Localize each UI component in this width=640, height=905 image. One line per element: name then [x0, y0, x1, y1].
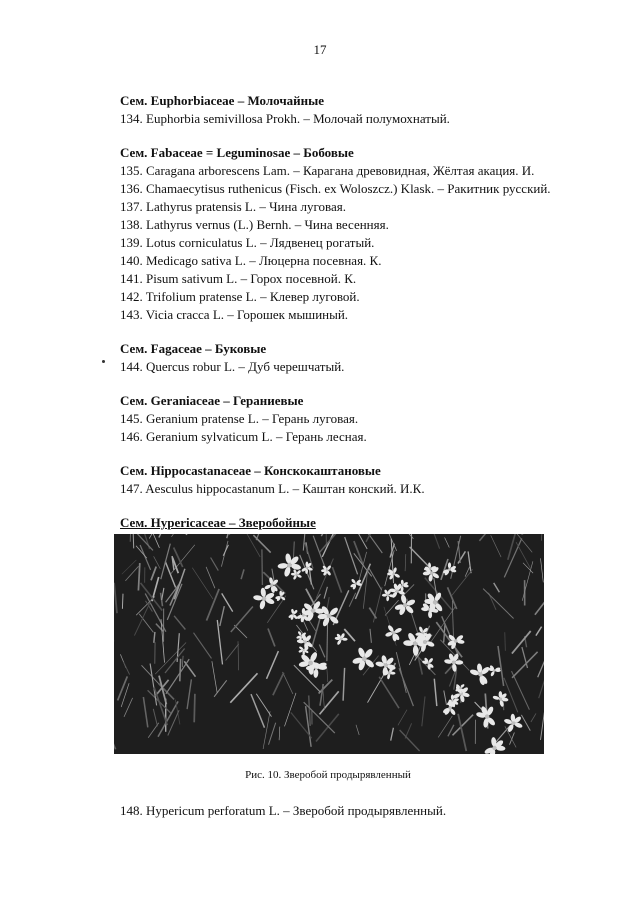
- family-section-hippocastanaceae: [84, 462, 572, 498]
- grass-blade: [505, 632, 506, 651]
- family-section-hypericaceae: [84, 514, 572, 820]
- grass-blade: [194, 694, 195, 723]
- species-list: [84, 92, 572, 820]
- family-section-euphorbiaceae: [84, 92, 572, 128]
- species-entry: 144. Quercus robur L. – Дуб черешчатый.: [120, 359, 345, 374]
- family-heading: Сем. Euphorbiaceae – Молочайные: [120, 93, 325, 108]
- species-entry: 136. Chamaecytisus ruthenicus (Fisch. ex Woloszcz.) Klask. – Ракитник русский.: [120, 181, 551, 196]
- species-entry: 137. Lathyrus pratensis L. – Чина луговая.: [120, 199, 346, 214]
- family-heading: Сем. Fagaceae – Буковые: [120, 341, 267, 356]
- family-section-fabaceae: [84, 144, 572, 324]
- family-heading: Сем. Fabaceae = Leguminosae – Бобовые: [120, 145, 354, 160]
- st-johns-wort-photo: [114, 534, 544, 754]
- species-entry: 148. Hypericum perforatum L. – Зверобой продырявленный.: [120, 803, 447, 818]
- page-number: 17: [313, 42, 327, 57]
- species-entry: 135. Caragana arborescens Lam. – Карагана древовидная, Жёлтая акация. И.: [120, 163, 535, 178]
- grass-blade: [122, 594, 123, 609]
- family-heading: Сем. Hypericaceae – Зверобойные: [120, 515, 316, 530]
- species-entry: 143. Vicia cracca L. – Горошек мышиный.: [120, 307, 349, 322]
- species-entry: 146. Geranium sylvaticum L. – Герань лесная.: [120, 429, 367, 444]
- species-entry: 140. Medicago sativa L. – Люцерна посевная. К.: [120, 253, 382, 268]
- species-entry: 142. Trifolium pratense L. – Клевер луговой.: [120, 289, 360, 304]
- species-entry: 141. Pisum sativum L. – Горох посевной. К.: [120, 271, 357, 286]
- figure-caption: Рис. 10. Зверобой продырявленный: [245, 769, 411, 781]
- family-heading: Сем. Hippocastanaceae – Конскокаштановые: [120, 463, 381, 478]
- figure-photo: [114, 534, 544, 754]
- species-entry: 139. Lotus corniculatus L. – Лядвенец рогатый.: [120, 235, 375, 250]
- species-entry: 138. Lathyrus vernus (L.) Bernh. – Чина весенняя.: [120, 217, 389, 232]
- family-section-geraniaceae: [84, 392, 572, 446]
- grass-blade: [262, 549, 263, 585]
- species-entry: 145. Geranium pratense L. – Герань луговая.: [120, 411, 359, 426]
- species-entry: 147. Aesculus hippocastanum L. – Каштан конский. И.К.: [120, 481, 425, 496]
- grass-blade: [180, 659, 181, 682]
- family-section-fagaceae: [84, 340, 572, 376]
- family-heading: Сем. Geraniaceae – Гераниевые: [120, 393, 304, 408]
- species-entry: 134. Euphorbia semivillosa Prokh. – Молочай полумохнатый.: [120, 111, 450, 126]
